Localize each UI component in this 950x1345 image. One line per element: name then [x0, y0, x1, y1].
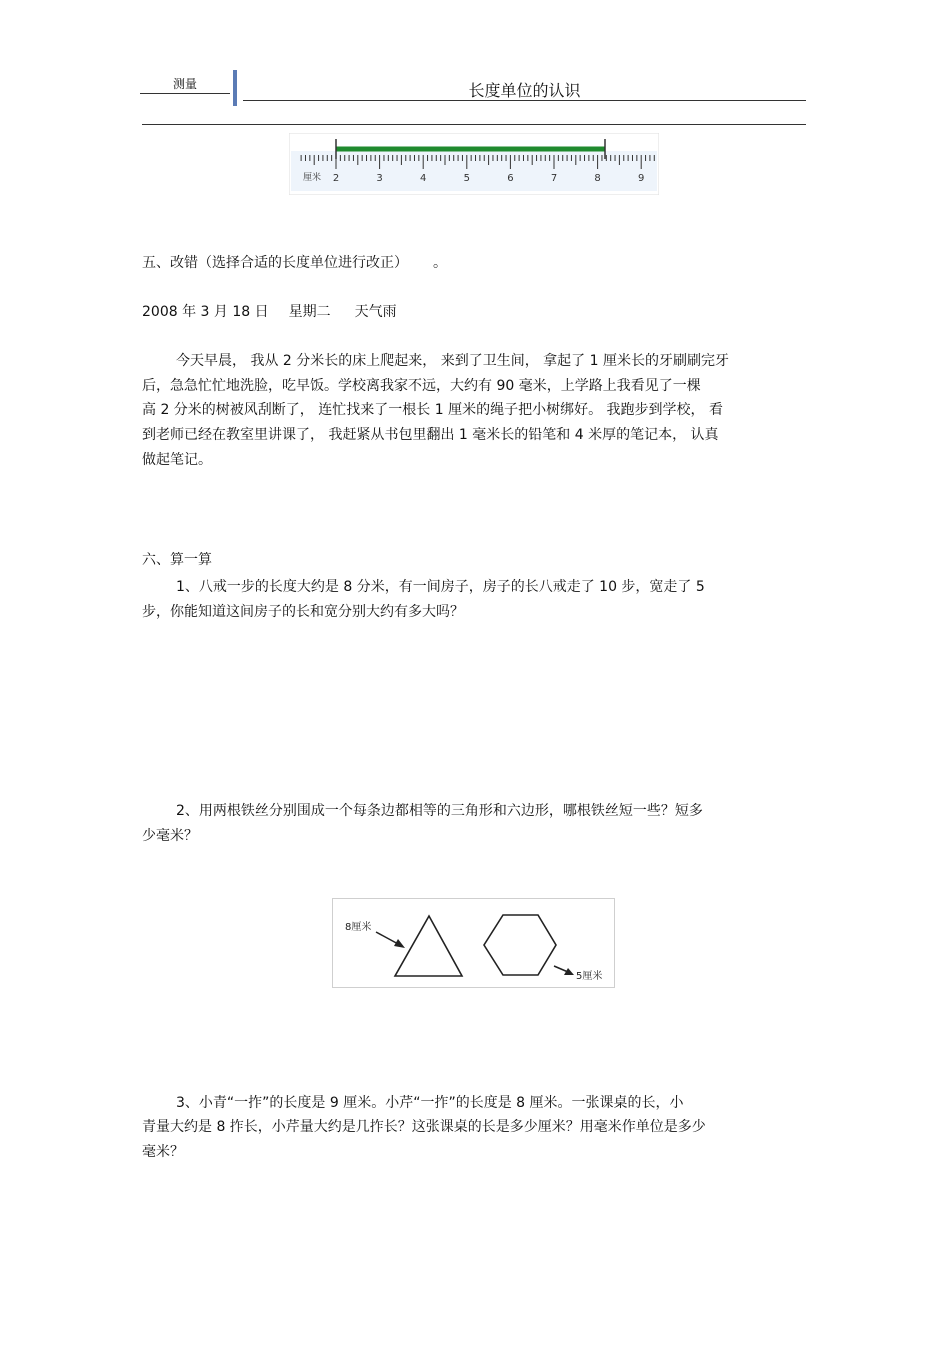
ruler-figure	[289, 133, 659, 195]
ruler-tick-label: 5	[463, 173, 470, 184]
ruler-tick-label: 8	[594, 173, 601, 184]
question-1-line: 1、八戒一步的长度大约是 8 分米，有一间房子，房子的长八戒走了 10 步，宽走了 5	[176, 579, 705, 595]
header-section-label: 测量	[172, 77, 197, 91]
question-1-line: 步，你能知道这间房子的长和宽分别大约有多大吗？	[142, 604, 464, 620]
diary-line: 做起笔记。	[142, 452, 212, 468]
hexagon-side-label: 5厘米	[576, 971, 603, 982]
shapes-figure	[332, 898, 615, 988]
diary-date-line	[142, 300, 397, 325]
question-3-line: 青量大约是 8 拃长，小芹量大约是几拃长？这张课桌的长是多少厘米？用毫米作单位是多少	[142, 1119, 706, 1135]
triangle-side-label: 8厘米	[345, 922, 372, 933]
diary-date: 2008 年 3 月 18 日	[142, 304, 269, 320]
ruler-tick-label: 9	[638, 173, 645, 184]
ruler-tick-label: 6	[507, 173, 514, 184]
section6-heading: 六、算一算	[142, 552, 212, 568]
diary-weather: 天气雨	[354, 304, 397, 320]
ruler-tick-label: 4	[420, 173, 427, 184]
ruler-unit-label: 厘米	[303, 173, 322, 183]
header-left-rule	[140, 93, 230, 94]
page-top-rule	[142, 124, 806, 125]
question-3-line: 3、小青“一拃”的长度是 9 厘米。小芹“一拃”的长度是 8 厘米。一张课桌的长，小	[176, 1095, 684, 1111]
ruler-tick-label: 7	[550, 173, 558, 184]
question-2-line: 2、用两根铁丝分别围成一个每条边都相等的三角形和六边形，哪根铁丝短一些？短多	[176, 803, 703, 819]
section5-heading: 五、改错（选择合适的长度单位进行改正） 。	[142, 255, 447, 271]
diary-weekday: 星期二	[288, 304, 331, 320]
diary-line: 后，急急忙忙地洗脸，吃早饭。学校离我家不远，大约有 90 毫米，上学路上我看见了一棵	[142, 378, 701, 394]
diary-line: 到老师已经在教室里讲课了， 我赶紧从书包里翻出 1 毫米长的铅笔和 4 米厚的笔记本， 认真	[142, 427, 719, 443]
ruler-tick-label: 3	[376, 173, 383, 184]
question-2-line: 少毫米？	[142, 828, 198, 844]
diary-line: 今天早晨， 我从 2 分米长的床上爬起来， 来到了卫生间， 拿起了 1 厘米长的牙刷刷完牙	[176, 353, 729, 369]
question-3-line: 毫米？	[142, 1144, 184, 1160]
ruler-tick-label: 2	[332, 173, 340, 184]
header-title-rule	[243, 100, 806, 101]
diary-line: 高 2 分米的树被风刮断了， 连忙找来了一根长 1 厘米的绳子把小树绑好。 我跑步到学校， 看	[142, 402, 723, 418]
header-divider-bar	[233, 70, 237, 106]
page-title: 长度单位的认识	[468, 81, 581, 100]
